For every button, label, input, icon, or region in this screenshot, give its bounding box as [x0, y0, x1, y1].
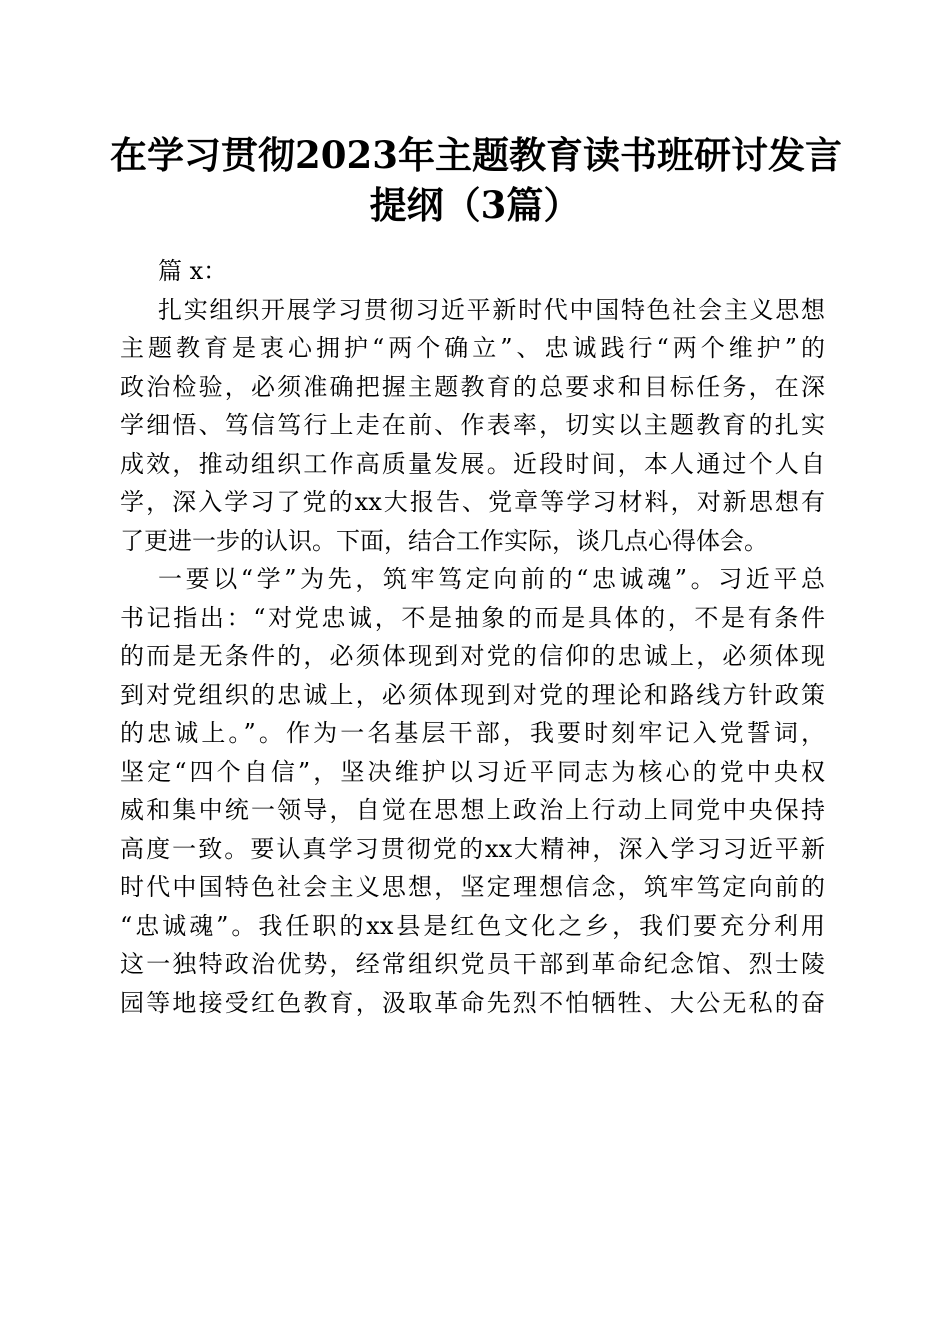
- paragraph-1: [120, 291, 825, 561]
- document-body: [120, 252, 825, 1022]
- paragraph-line: 威和集中统一领导，自觉在思想上政治上行动上同党中央保持: [120, 796, 825, 824]
- paragraph-line: 了更进一步的认识。下面，结合工作实际，谈几点心得体会。: [120, 526, 768, 555]
- paragraph-line: 到对党组织的忠诚上，必须体现到对党的理论和路线方针政策: [120, 680, 825, 709]
- section-label: 篇 x：: [158, 257, 228, 285]
- paragraph-line: 时代中国特色社会主义思想，坚定理想信念，筑牢笃定向前的: [120, 873, 825, 901]
- title-line-2: 提纲（3篇）: [369, 183, 581, 227]
- paragraph-2: [120, 560, 825, 1022]
- paragraph-line: 政治检验，必须准确把握主题教育的总要求和目标任务，在深: [120, 372, 825, 401]
- document-title: [110, 130, 840, 230]
- paragraph-line: “忠诚魂”。我任职的xx县是红色文化之乡，我们要充分利用: [120, 911, 825, 940]
- paragraph-line: 学细悟、笃信笃行上走在前、作表率，切实以主题教育的扎实: [120, 411, 825, 439]
- paragraph-line: 扎实组织开展学习贯彻习近平新时代中国特色社会主义思想: [158, 295, 825, 324]
- paragraph-line: 园等地接受红色教育，汲取革命先烈不怕牺牲、大公无私的奋: [120, 988, 825, 1017]
- paragraph-line: 高度一致。要认真学习贯彻党的xx大精神，深入学习习近平新: [120, 834, 825, 863]
- title-line-1: 在学习贯彻2023年主题教育读书班研讨发言: [110, 133, 842, 177]
- paragraph-line: 学，深入学习了党的xx大报告、党章等学习材料，对新思想有: [120, 488, 825, 516]
- paragraph-line: 的而是无条件的，必须体现到对党的信仰的忠诚上，必须体现: [120, 642, 825, 670]
- paragraph-line: 坚定“四个自信”，坚决维护以习近平同志为核心的党中央权: [120, 757, 825, 786]
- paragraph-line: 这一独特政治优势，经常组织党员干部到革命纪念馆、烈士陵: [120, 950, 825, 978]
- paragraph-line: 主题教育是衷心拥护“两个确立”、忠诚践行“两个维护”的: [120, 334, 825, 362]
- paragraph-line: 书记指出：“对党忠诚，不是抽象的而是具体的，不是有条件: [120, 603, 825, 632]
- paragraph-line: 的忠诚上。”。作为一名基层干部，我要时刻牢记入党誓词，: [120, 719, 825, 747]
- paragraph-line: 成效，推动组织工作高质量发展。近段时间，本人通过个人自: [120, 449, 825, 478]
- paragraph-line: 一要以“学”为先，筑牢笃定向前的“忠诚魂”。习近平总: [158, 565, 825, 593]
